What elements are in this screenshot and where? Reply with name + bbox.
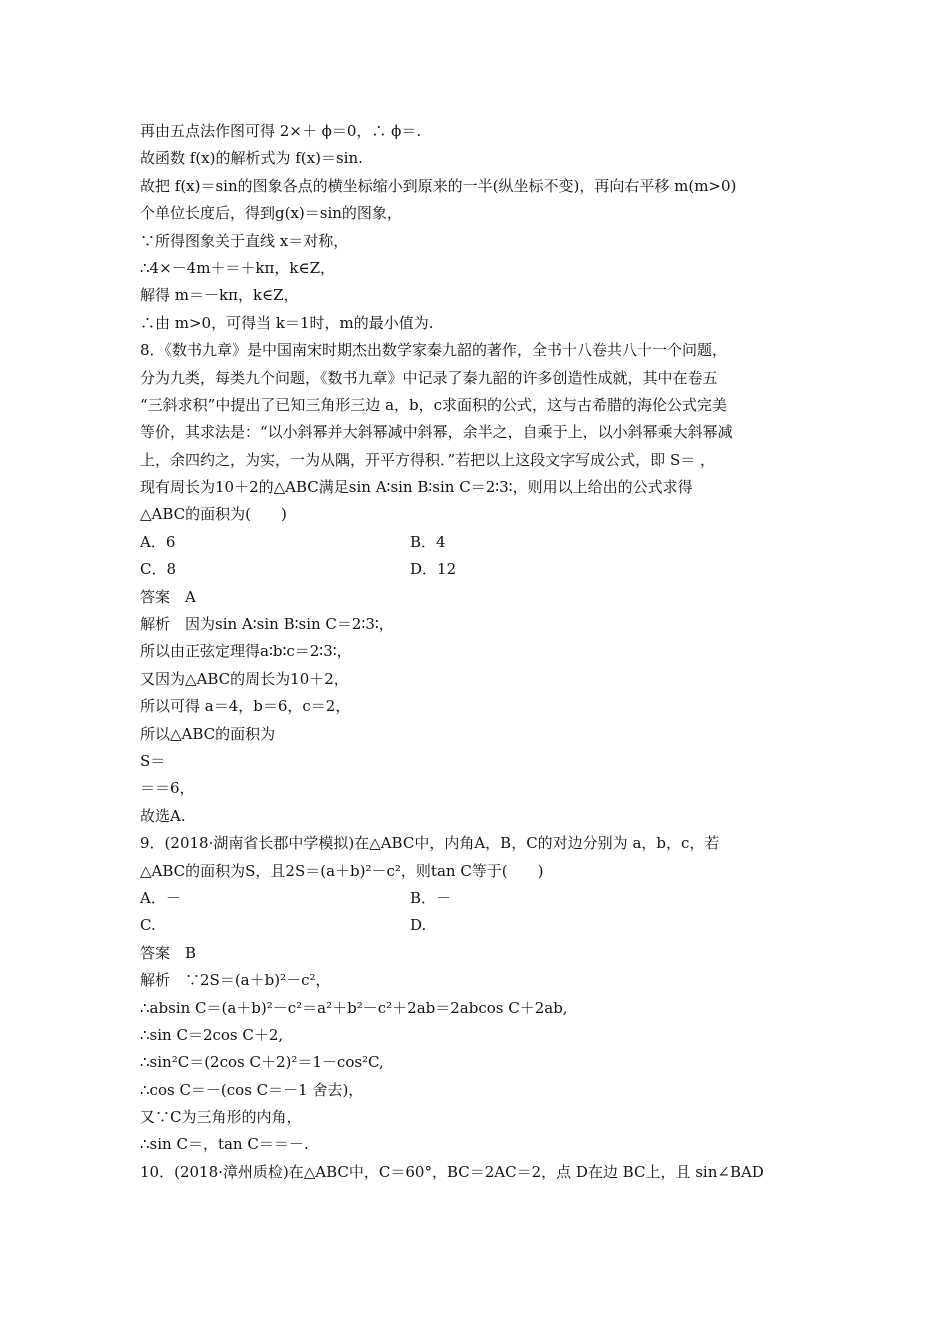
- solution-line: 所以可得 a＝4，b＝6，c＝2，: [140, 697, 351, 716]
- solution-line: S＝: [140, 751, 166, 770]
- option-c: C．8: [140, 560, 177, 579]
- option-d: D．12: [410, 560, 457, 579]
- question-text-line: 10．(2018·漳州质检)在△ABC中，C＝60°，BC＝2AC＝2，点 D在边 BC上，且 sin∠BAD: [140, 1162, 764, 1181]
- solution-line: 解析 因为sin A∶sin B∶sin C＝2∶3∶，: [140, 615, 394, 634]
- document-page: [140, 118, 820, 1186]
- option-b: B．－: [410, 888, 452, 907]
- question-text-line: △ABC的面积为( ): [140, 505, 287, 524]
- solution-line: ∴sin C＝2cos C＋2,: [140, 1025, 284, 1044]
- solution-line: ∴sin C＝，tan C＝＝－.: [140, 1135, 309, 1154]
- solution-line: 又因为△ABC的周长为10＋2，: [140, 669, 349, 688]
- text-line: ∴4×－4m＋＝＋kπ，k∈Z，: [140, 258, 335, 277]
- question-text-line: 现有周长为10＋2的△ABC满足sin A∶sin B∶sin C＝2∶3∶，则用以上给出的公式求得: [140, 478, 693, 497]
- solution-line: ∴absin C＝(a＋b)²－c²＝a²＋b²－c²＋2ab＝2abcos C＋2ab,: [140, 998, 568, 1017]
- option-a: A．－: [140, 888, 181, 907]
- options-row: [140, 885, 820, 912]
- options-row: [140, 912, 820, 939]
- options-row: [140, 556, 820, 583]
- solution-line: 又∵C为三角形的内角，: [140, 1108, 302, 1127]
- solution-line: ∴sin²C＝(2cos C＋2)²＝1－cos²C,: [140, 1053, 384, 1072]
- text-line: ∵所得图象关于直线 x＝对称，: [140, 231, 349, 250]
- option-a: A．6: [140, 532, 176, 551]
- option-d: D.: [410, 916, 427, 935]
- answer-line: 答案 A: [140, 587, 196, 606]
- solution-line: 故选A.: [140, 806, 186, 825]
- solution-line: 所以由正弦定理得a∶b∶c＝2∶3∶，: [140, 642, 352, 661]
- question-text-line: 分为九类，每类九个问题，《数书九章》中记录了秦九韶的许多创造性成就，其中在卷五: [140, 368, 718, 387]
- question-text-line: 上，余四约之，为实，一为从隅，开平方得积．”若把以上这段文字写成公式，即 S＝ ，: [140, 450, 715, 469]
- text-line: 再由五点法作图可得 2×＋ ϕ＝0，∴ ϕ＝.: [140, 122, 422, 140]
- solution-line: ＝＝6，: [140, 779, 195, 798]
- question-10: [140, 1159, 820, 1186]
- question-text-line: “三斜求积”中提出了已知三角形三边 a，b，c求面积的公式，这与古希腊的海伦公式完美: [140, 395, 728, 414]
- option-b: B．4: [410, 532, 446, 551]
- options-row: [140, 529, 820, 556]
- question-9: [140, 830, 820, 1159]
- text-line: 故函数 f(x)的解析式为 f(x)＝sin.: [140, 149, 363, 168]
- solution-line: 所以△ABC的面积为: [140, 724, 276, 743]
- answer-line: 答案 B: [140, 943, 197, 962]
- question-text-line: 9．(2018·湖南省长郡中学模拟)在△ABC中，内角A，B，C的对边分别为 a，b，c，若: [140, 834, 720, 853]
- question-text-line: △ABC的面积为S，且2S＝(a＋b)²－c²，则tan C等于( ): [140, 861, 544, 880]
- text-line: 个单位长度后，得到g(x)＝sin的图象，: [140, 204, 402, 223]
- question-text-line: 等价，其求法是：“以小斜幂并大斜幂减中斜幂，余半之，自乘于上，以小斜幂乘大斜幂减: [140, 423, 733, 442]
- text-line: 解得 m＝－kπ，k∈Z，: [140, 286, 299, 305]
- previous-solution-continuation: [140, 118, 820, 337]
- solution-line: 解析 ∵2S＝(a＋b)²－c²，: [140, 971, 331, 990]
- text-line: ∴由 m>0，可得当 k＝1时，m的最小值为.: [140, 313, 434, 332]
- solution-line: ∴cos C＝－(cos C＝－1 舍去)，: [140, 1080, 364, 1099]
- question-text-line: 8．《数书九章》是中国南宋时期杰出数学家秦九韶的著作，全书十八卷共八十一个问题，: [140, 341, 728, 360]
- option-c: C.: [140, 916, 156, 935]
- question-8: [140, 337, 820, 830]
- text-line: 故把 f(x)＝sin的图象各点的横坐标缩小到原来的一半(纵坐标不变)，再向右平移 m(m>0): [140, 176, 737, 195]
